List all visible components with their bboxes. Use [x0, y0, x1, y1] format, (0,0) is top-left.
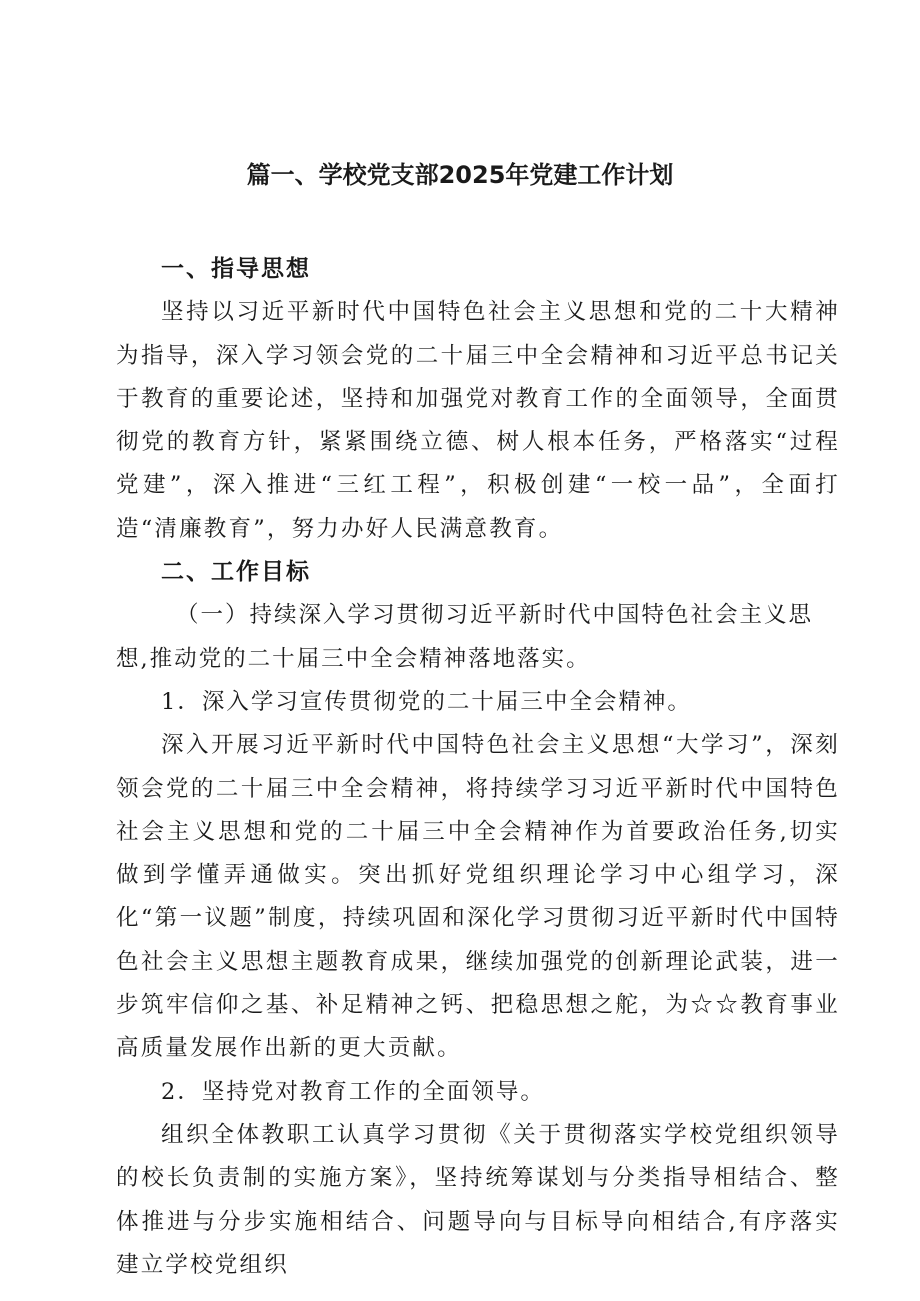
- subheading-goal-1: （一）持续深入学习贯彻习近平新时代中国特色社会主义思想,推动党的二十届三中全会精神落地落实。: [116, 602, 814, 672]
- item-2-paragraph: 组织全体教职工认真学习贯彻《关于贯彻落实学校党组织领导的校长负责制的实施方案》，坚持统筹谋划与分类指导相结合、整体推进与分步实施相结合、问题导向与目标导向相结合,有序落实建立学校党组织: [116, 1121, 840, 1278]
- item-1-title: 1．深入学习宣传贯彻党的二十届三中全会精神。: [161, 688, 692, 715]
- document-body: [116, 248, 840, 1287]
- section-heading-work-goals: 二、工作目标: [161, 559, 311, 586]
- document-title: 篇一、学校党支部2025年党建工作计划: [246, 161, 674, 189]
- section-heading-guiding-ideology: 一、指导思想: [161, 256, 311, 282]
- item-2-title: 2．坚持党对教育工作的全面领导。: [161, 1078, 545, 1105]
- item-1-paragraph: 深入开展习近平新时代中国特色社会主义思想“大学习”，深刻领会党的二十届三中全会精神，将持续学习习近平新时代中国特色社会主义思想和党的二十届三中全会精神作为首要政治任务,切实做到学懂弄通做实。突出抓好党组织理论学习中心组学习，深化“第一议题”制度，持续巩固和深化学习贯彻习近平新时代中国特色社会主义思想主题教育成果，继续加强党的创新理论武装，进一步筑牢信仰之基、补足精神之钙、把稳思想之舵，为☆☆教育事业高质量发展作出新的更大贡献。: [116, 732, 840, 1062]
- paragraph-guiding-ideology: 坚持以习近平新时代中国特色社会主义思想和党的二十大精神为指导，深入学习领会党的二十届三中全会精神和习近平总书记关于教育的重要论述，坚持和加强党对教育工作的全面领导，全面贯彻党的教育方针，紧紧围绕立德、树人根本任务，严格落实“过程党建”，深入推进“三红工程”，积极创建“一校一品”，全面打造“清廉教育”，努力办好人民满意教育。: [116, 299, 840, 542]
